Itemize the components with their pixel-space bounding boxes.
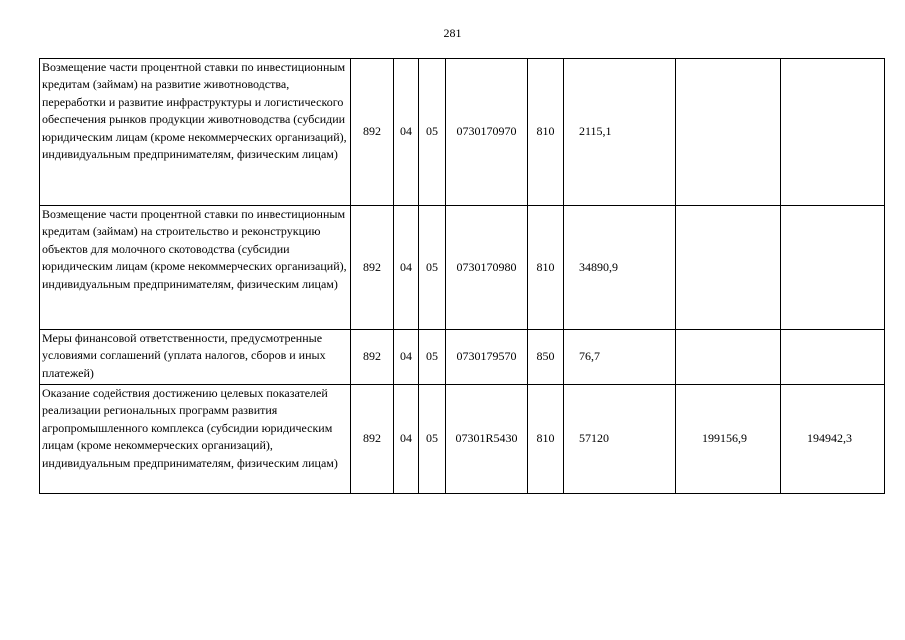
section-cell: 04 — [394, 330, 419, 385]
table-row — [40, 206, 885, 330]
row-name: Оказание содействия достижению целевых показателей реализации региональных программ развития агропромышленного комплекса (субсидии юридическим лицам (кроме некоммерческих организаций), индивидуальным предпринимателям, физическим лицам) — [40, 385, 351, 494]
amount-cell-2: 199156,9 — [676, 385, 781, 494]
section-cell: 04 — [394, 206, 419, 330]
page-number: 281 — [443, 26, 462, 40]
section-cell: 04 — [394, 59, 419, 206]
amount-cell-3 — [781, 330, 885, 385]
section-cell: 04 — [394, 385, 419, 494]
amount-cell-2 — [676, 330, 781, 385]
target-article-cell: 0730170970 — [446, 59, 528, 206]
subsection-cell: 05 — [419, 59, 446, 206]
table-row — [40, 330, 885, 385]
row-name: Возмещение части процентной ставки по инвестиционным кредитам (займам) на строительство и реконструкцию объектов для молочного скотоводства (субсидии юридическим лицам (кроме некоммерческих организаций), индивидуальным предпринимателям, физическим лицам) — [40, 206, 351, 330]
amount-cell-3 — [781, 59, 885, 206]
grbs-cell: 892 — [351, 59, 394, 206]
subsection-cell: 05 — [419, 206, 446, 330]
amount-cell-2 — [676, 59, 781, 206]
row-name: Меры финансовой ответственности, предусмотренные условиями соглашений (уплата налогов, сборов и иных платежей) — [40, 330, 351, 385]
target-article-cell: 07301R5430 — [446, 385, 528, 494]
expense-type-cell: 810 — [528, 206, 564, 330]
amount-cell-3 — [781, 206, 885, 330]
grbs-cell: 892 — [351, 330, 394, 385]
subsection-cell: 05 — [419, 330, 446, 385]
budget-table — [39, 58, 885, 494]
amount-cell-1: 2115,1 — [564, 59, 676, 206]
amount-cell-3: 194942,3 — [781, 385, 885, 494]
expense-type-cell: 810 — [528, 59, 564, 206]
table-row — [40, 385, 885, 494]
amount-cell-1: 34890,9 — [564, 206, 676, 330]
target-article-cell: 0730179570 — [446, 330, 528, 385]
target-article-cell: 0730170980 — [446, 206, 528, 330]
amount-cell-1: 76,7 — [564, 330, 676, 385]
expense-type-cell: 810 — [528, 385, 564, 494]
row-name: Возмещение части процентной ставки по инвестиционным кредитам (займам) на развитие животноводства, переработки и развитие инфраструктуры и логистического обеспечения рынков продукции животноводства (субсидии юридическим лицам (кроме некоммерческих организаций), индивидуальным предпринимателям, физическим лицам) — [40, 59, 351, 206]
subsection-cell: 05 — [419, 385, 446, 494]
amount-cell-2 — [676, 206, 781, 330]
expense-type-cell: 850 — [528, 330, 564, 385]
amount-cell-1: 57120 — [564, 385, 676, 494]
table-row — [40, 59, 885, 206]
grbs-cell: 892 — [351, 385, 394, 494]
grbs-cell: 892 — [351, 206, 394, 330]
